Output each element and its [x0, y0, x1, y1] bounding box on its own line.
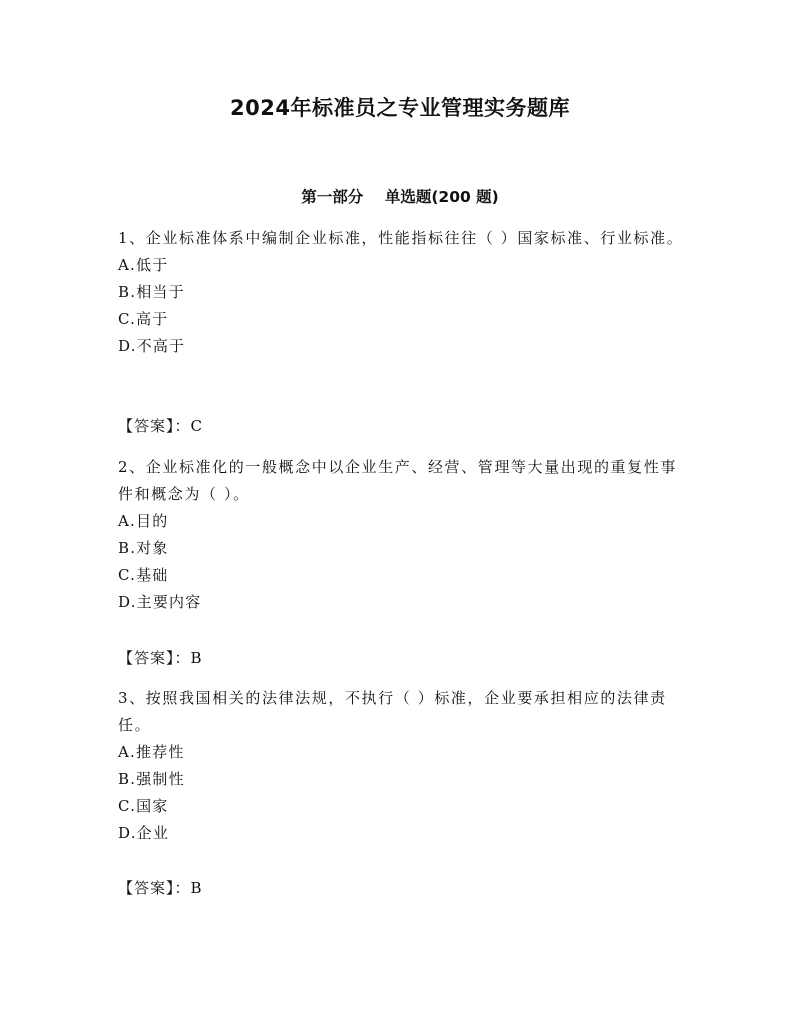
- answer-1: 【答案】：C: [118, 417, 203, 435]
- option-a: A.低于: [118, 256, 169, 274]
- document-title: 2024年标准员之专业管理实务题库: [230, 96, 570, 120]
- question-stem: 2、企业标准化的一般概念中以企业生产、经营、管理等大量出现的重复性事件和概念为（ ）。: [118, 458, 677, 503]
- option-a: A.推荐性: [118, 743, 185, 761]
- option-d: D.主要内容: [118, 593, 202, 611]
- option-b: B.对象: [118, 539, 169, 557]
- option-c: C.高于: [118, 310, 169, 328]
- answer-2: 【答案】：B: [118, 649, 203, 667]
- option-a: A.目的: [118, 512, 169, 530]
- section-heading: 第一部分 单选题(200 题): [301, 188, 499, 206]
- question-2: [118, 454, 688, 616]
- answer-3: 【答案】：B: [118, 879, 203, 897]
- question-stem: 3、按照我国相关的法律法规，不执行（ ）标准，企业要承担相应的法律责任。: [118, 689, 667, 734]
- option-c: C.国家: [118, 797, 169, 815]
- question-stem: 1、企业标准体系中编制企业标准，性能指标往往（ ）国家标准、行业标准。: [118, 229, 684, 247]
- option-d: D.企业: [118, 824, 170, 842]
- question-1: [118, 225, 688, 360]
- option-d: D.不高于: [118, 337, 186, 355]
- option-b: B.相当于: [118, 283, 185, 301]
- question-3: [118, 685, 688, 847]
- option-b: B.强制性: [118, 770, 185, 788]
- option-c: C.基础: [118, 566, 169, 584]
